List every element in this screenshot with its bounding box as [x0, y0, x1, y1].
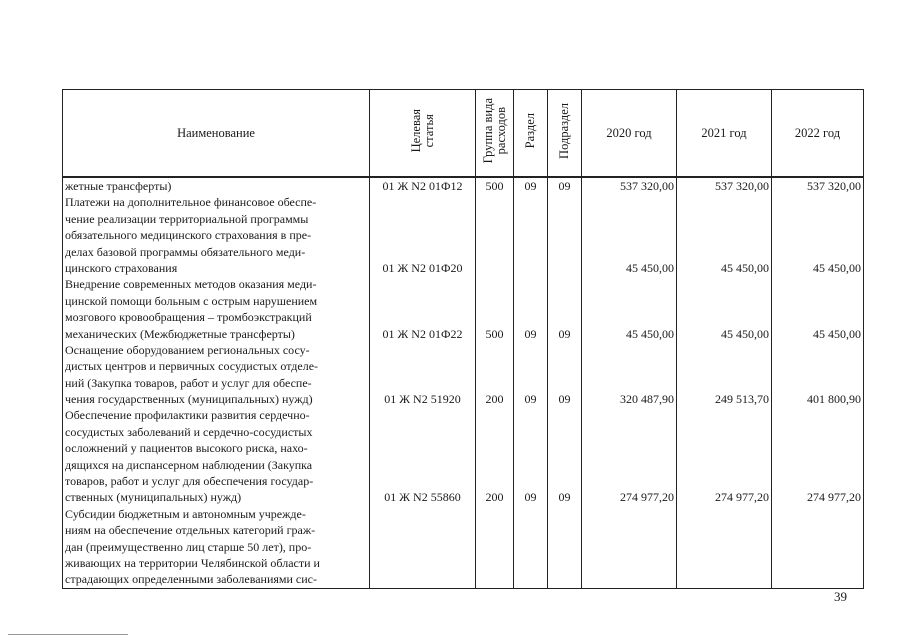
empty-line — [478, 309, 511, 325]
name-line: чения государственных (муниципальных) нужд) — [65, 392, 313, 407]
empty-line — [774, 457, 861, 473]
empty-line — [774, 571, 861, 587]
empty-line — [774, 276, 861, 292]
name-line: ний (Закупка товаров, работ и услуг для обеспе- — [65, 375, 312, 390]
cell-target-item: 01 Ж N2 01Ф12 — [382, 179, 463, 193]
empty-line — [372, 440, 473, 456]
empty-line — [516, 276, 545, 292]
page-number: 39 — [834, 589, 847, 604]
budget-table — [62, 89, 864, 589]
cell-subsection: 09 — [558, 179, 571, 193]
cell-y2021: 45 450,00 — [721, 326, 769, 341]
empty-line — [774, 539, 861, 555]
empty-line — [774, 293, 861, 309]
cell-y2022: 274 977,20 — [807, 490, 861, 505]
header-expense-group: Группа вида расходов — [476, 90, 514, 178]
y2020-column — [582, 177, 677, 588]
empty-line — [584, 407, 674, 423]
cell-y2020: 45 450,00 — [626, 326, 674, 341]
target-item-column — [370, 177, 476, 588]
empty-line — [372, 375, 473, 391]
empty-line — [516, 211, 545, 227]
empty-line — [679, 375, 769, 391]
empty-line — [679, 473, 769, 489]
name-line: Субсидии бюджетным и автономным учрежде- — [65, 506, 306, 521]
empty-line — [550, 342, 579, 358]
empty-line — [550, 375, 579, 391]
empty-line — [679, 539, 769, 555]
empty-line — [584, 211, 674, 227]
empty-line — [679, 522, 769, 538]
cell-y2020: 45 450,00 — [626, 260, 674, 275]
cell-y2021: 274 977,20 — [715, 490, 769, 505]
empty-line — [584, 506, 674, 522]
empty-line — [516, 473, 545, 489]
empty-line — [679, 227, 769, 243]
empty-line — [516, 424, 545, 440]
empty-line — [372, 457, 473, 473]
empty-line — [478, 244, 511, 260]
empty-line — [516, 571, 545, 587]
empty-line — [550, 407, 579, 423]
empty-line — [550, 522, 579, 538]
empty-line — [774, 309, 861, 325]
empty-line — [478, 424, 511, 440]
empty-line — [550, 194, 579, 210]
empty-line — [478, 227, 511, 243]
name-line: чение реализации территориальной программы — [65, 211, 309, 226]
empty-line — [774, 244, 861, 260]
empty-line — [584, 309, 674, 325]
empty-line — [516, 457, 545, 473]
empty-line — [550, 440, 579, 456]
empty-line — [774, 407, 861, 423]
header-target-item: Целевая статья — [370, 90, 476, 178]
cell-section: 09 — [524, 490, 537, 505]
empty-line — [478, 375, 511, 391]
empty-line — [550, 555, 579, 571]
empty-line — [478, 407, 511, 423]
empty-line — [774, 424, 861, 440]
empty-line — [550, 358, 579, 374]
empty-line — [372, 555, 473, 571]
empty-line — [679, 358, 769, 374]
empty-line — [679, 424, 769, 440]
empty-line — [478, 342, 511, 358]
cell-subsection: 09 — [558, 490, 571, 505]
empty-line — [679, 194, 769, 210]
name-line: Внедрение современных методов оказания меди- — [65, 277, 317, 292]
empty-line — [679, 457, 769, 473]
cell-y2022: 537 320,00 — [807, 179, 861, 193]
empty-line — [774, 375, 861, 391]
cell-expense-group: 200 — [485, 490, 504, 505]
cell-expense-group: 500 — [485, 326, 504, 341]
header-2022: 2022 год — [772, 90, 864, 178]
empty-line — [584, 375, 674, 391]
empty-line — [584, 293, 674, 309]
header-2021: 2021 год — [677, 90, 772, 178]
cell-section: 09 — [524, 392, 537, 407]
name-line: Платежи на дополнительное финансовое обеспе- — [65, 195, 317, 210]
empty-line — [516, 539, 545, 555]
empty-line — [516, 227, 545, 243]
empty-line — [372, 244, 473, 260]
name-line: цинской помощи больным с острым нарушением — [65, 293, 318, 308]
name-line: сосудистых заболеваний и сердечно-сосудистых — [65, 424, 313, 439]
cell-target-item: 01 Ж N2 55860 — [384, 490, 461, 505]
empty-line — [478, 440, 511, 456]
empty-line — [516, 375, 545, 391]
empty-line — [584, 194, 674, 210]
empty-line — [584, 358, 674, 374]
name-line: дан (преимущественно лиц старше 50 лет), про- — [65, 539, 312, 554]
empty-line — [372, 211, 473, 227]
empty-line — [584, 571, 674, 587]
cell-y2020: 537 320,00 — [620, 179, 674, 193]
empty-line — [516, 555, 545, 571]
name-line: жетные трансферты) — [65, 179, 172, 193]
empty-line — [679, 571, 769, 587]
empty-line — [372, 358, 473, 374]
cell-target-item: 01 Ж N2 01Ф20 — [382, 260, 463, 275]
empty-line — [478, 276, 511, 292]
empty-line — [372, 539, 473, 555]
empty-line — [478, 473, 511, 489]
cell-y2021: 249 513,70 — [715, 392, 769, 407]
empty-line — [584, 522, 674, 538]
empty-line — [774, 506, 861, 522]
empty-line — [584, 227, 674, 243]
empty-line — [372, 276, 473, 292]
empty-line — [584, 457, 674, 473]
empty-line — [478, 211, 511, 227]
empty-line — [478, 293, 511, 309]
subsection-column — [548, 177, 582, 588]
empty-line — [550, 506, 579, 522]
footer-rule — [8, 634, 128, 635]
cell-section — [516, 260, 545, 276]
cell-y2022: 45 450,00 — [813, 326, 861, 341]
empty-line — [372, 309, 473, 325]
empty-line — [516, 440, 545, 456]
empty-line — [372, 293, 473, 309]
empty-line — [516, 522, 545, 538]
empty-line — [372, 522, 473, 538]
empty-line — [774, 555, 861, 571]
empty-line — [550, 424, 579, 440]
empty-line — [372, 424, 473, 440]
name-line: дящихся на диспансерном наблюдении (Закупка — [65, 457, 313, 472]
empty-line — [478, 457, 511, 473]
empty-line — [478, 571, 511, 587]
empty-line — [584, 276, 674, 292]
empty-line — [774, 473, 861, 489]
cell-y2022: 45 450,00 — [813, 260, 861, 275]
empty-line — [679, 342, 769, 358]
name-line: живающих на территории Челябинской области и — [65, 555, 320, 570]
empty-line — [584, 473, 674, 489]
name-line: страдающих определенными заболеваниями сис- — [65, 572, 317, 587]
cell-subsection: 09 — [558, 326, 571, 341]
empty-line — [679, 506, 769, 522]
header-section: Раздел — [514, 90, 548, 178]
cell-y2021: 537 320,00 — [715, 179, 769, 193]
y2021-column — [677, 177, 772, 588]
name-line: делах базовой программы обязательного меди- — [65, 244, 306, 259]
empty-line — [372, 194, 473, 210]
empty-line — [372, 407, 473, 423]
y2022-column — [772, 177, 864, 588]
empty-line — [679, 407, 769, 423]
cell-y2021: 45 450,00 — [721, 260, 769, 275]
name-line: ниям на обеспечение отдельных категорий граж- — [65, 523, 316, 538]
cell-y2020: 274 977,20 — [620, 490, 674, 505]
empty-line — [516, 506, 545, 522]
empty-line — [372, 342, 473, 358]
section-column — [514, 177, 548, 588]
empty-line — [550, 473, 579, 489]
empty-line — [584, 244, 674, 260]
empty-line — [550, 293, 579, 309]
empty-line — [550, 457, 579, 473]
empty-line — [550, 571, 579, 587]
empty-line — [516, 407, 545, 423]
header-name: Наименование — [63, 90, 370, 178]
empty-line — [774, 358, 861, 374]
empty-line — [478, 506, 511, 522]
cell-target-item: 01 Ж N2 01Ф22 — [382, 326, 463, 341]
name-line: механических (Межбюджетные трансферты) — [65, 326, 295, 341]
name-line: осложнений у пациентов высокого риска, нахо- — [65, 441, 308, 456]
empty-line — [516, 194, 545, 210]
cell-expense-group: 500 — [485, 179, 504, 193]
cell-section: 09 — [524, 179, 537, 193]
empty-line — [372, 506, 473, 522]
empty-line — [774, 522, 861, 538]
name-line: товаров, работ и услуг для обеспечения государ- — [65, 474, 314, 489]
empty-line — [478, 522, 511, 538]
cell-expense-group — [478, 260, 511, 276]
empty-line — [516, 293, 545, 309]
empty-line — [516, 342, 545, 358]
empty-line — [584, 424, 674, 440]
table-body-row — [63, 177, 864, 588]
name-line: ственных (муниципальных) нужд) — [65, 490, 242, 505]
empty-line — [516, 244, 545, 260]
empty-line — [516, 309, 545, 325]
name-line: цинского страхования — [65, 260, 178, 275]
empty-line — [372, 473, 473, 489]
empty-line — [478, 358, 511, 374]
empty-line — [478, 539, 511, 555]
empty-line — [584, 555, 674, 571]
empty-line — [774, 227, 861, 243]
name-line: обязательного медицинского страхования в пре- — [65, 228, 312, 243]
cell-subsection — [550, 260, 579, 276]
empty-line — [774, 440, 861, 456]
header-subsection: Подраздел — [548, 90, 582, 178]
cell-section: 09 — [524, 326, 537, 341]
name-column — [63, 177, 370, 588]
cell-y2022: 401 800,90 — [807, 392, 861, 407]
cell-expense-group: 200 — [485, 392, 504, 407]
name-line: мозгового кровообращения – тромбоэкстракций — [65, 310, 312, 325]
empty-line — [679, 293, 769, 309]
empty-line — [584, 342, 674, 358]
cell-target-item: 01 Ж N2 51920 — [384, 392, 461, 407]
empty-line — [679, 244, 769, 260]
expense-group-column — [476, 177, 514, 588]
empty-line — [550, 276, 579, 292]
empty-line — [478, 194, 511, 210]
header-2020: 2020 год — [582, 90, 677, 178]
table-header-row — [63, 90, 864, 178]
empty-line — [550, 309, 579, 325]
empty-line — [550, 227, 579, 243]
empty-line — [550, 244, 579, 260]
empty-line — [550, 539, 579, 555]
empty-line — [550, 211, 579, 227]
empty-line — [478, 555, 511, 571]
empty-line — [679, 309, 769, 325]
empty-line — [774, 342, 861, 358]
empty-line — [679, 211, 769, 227]
name-line: дистых центров и первичных сосудистых отделе- — [65, 359, 319, 374]
empty-line — [584, 539, 674, 555]
empty-line — [516, 358, 545, 374]
name-line: Обеспечение профилактики развития сердечно- — [65, 408, 310, 423]
empty-line — [679, 555, 769, 571]
cell-subsection: 09 — [558, 392, 571, 407]
empty-line — [679, 276, 769, 292]
cell-y2020: 320 487,90 — [620, 392, 674, 407]
empty-line — [584, 440, 674, 456]
empty-line — [774, 211, 861, 227]
empty-line — [372, 571, 473, 587]
name-line: Оснащение оборудованием региональных сосу- — [65, 342, 310, 357]
empty-line — [679, 440, 769, 456]
empty-line — [372, 227, 473, 243]
empty-line — [774, 194, 861, 210]
